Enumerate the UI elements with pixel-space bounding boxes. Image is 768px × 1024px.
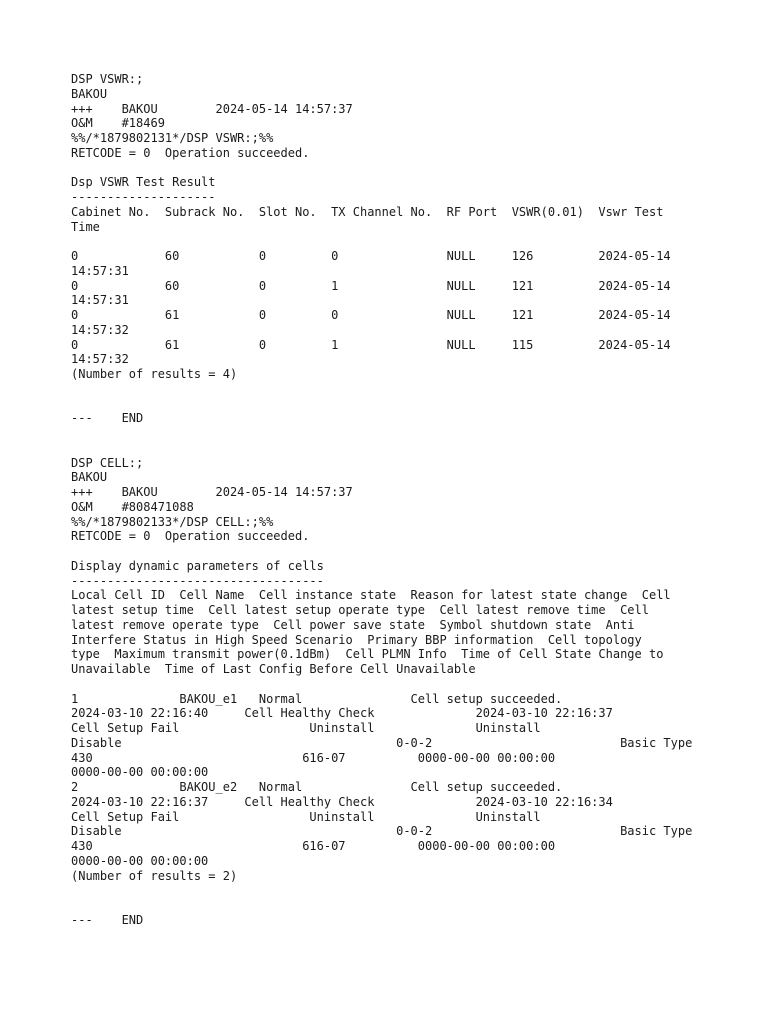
- text-line: DSP CELL:;: [71, 455, 144, 470]
- text-line: O&M #18469: [71, 116, 165, 131]
- text-line: Dsp VSWR Test Result: [71, 175, 216, 190]
- text-line: (Number of results = 2): [71, 868, 238, 883]
- text-line: Cell Setup Fail Uninstall Uninstall: [71, 809, 541, 824]
- text-line: 14:57:32: [71, 352, 129, 367]
- text-line: DSP VSWR:;: [71, 72, 144, 86]
- text-line: 2 BAKOU_e2 Normal Cell setup succeeded.: [71, 780, 563, 794]
- text-line: [71, 161, 711, 176]
- text-line: Interfere Status in High Speed Scenario Primary BBP information Cell topology: [71, 632, 642, 647]
- text-line: Display dynamic parameters of cells: [71, 558, 324, 573]
- text-line: [71, 544, 711, 559]
- text-line: (Number of results = 4): [71, 367, 238, 381]
- text-line: --- END: [71, 912, 144, 927]
- text-line: latest setup time Cell latest setup operate type Cell latest remove time Cell: [71, 603, 649, 617]
- text-line: 0000-00-00 00:00:00: [71, 765, 209, 780]
- text-line: Local Cell ID Cell Name Cell instance state Reason for latest state change Cell: [71, 588, 671, 603]
- text-line: -----------------------------------: [71, 573, 324, 588]
- text-line: 0 60 0 0 NULL 126 2024-05-14: [71, 249, 671, 263]
- text-line: Unavailable Time of Last Config Before Cell Unavailable: [71, 662, 476, 676]
- text-line: type Maximum transmit power(0.1dBm) Cell PLMN Info Time of Cell State Change to: [71, 647, 664, 662]
- text-line: Time: [71, 219, 100, 234]
- document-page: [71, 72, 711, 928]
- text-line: RETCODE = 0 Operation succeeded.: [71, 529, 310, 544]
- text-line: 14:57:31: [71, 263, 129, 278]
- text-line: 2024-03-10 22:16:40 Cell Healthy Check 2024-03-10 22:16:37: [71, 706, 613, 721]
- text-line: --------------------: [71, 190, 216, 204]
- text-line: 0 61 0 1 NULL 115 2024-05-14: [71, 337, 671, 352]
- text-line: %%/*1879802133*/DSP CELL:;%%: [71, 514, 274, 529]
- text-line: 14:57:32: [71, 322, 129, 337]
- text-line: 0000-00-00 00:00:00: [71, 853, 209, 868]
- text-line: Cell Setup Fail Uninstall Uninstall: [71, 721, 541, 735]
- text-line: [71, 234, 711, 249]
- text-line: [71, 441, 711, 456]
- text-line: +++ BAKOU 2024-05-14 14:57:37: [71, 101, 353, 116]
- text-line: [71, 677, 711, 692]
- text-line: BAKOU: [71, 86, 108, 101]
- text-line: 2024-03-10 22:16:37 Cell Healthy Check 2024-03-10 22:16:34: [71, 794, 613, 809]
- text-line: 14:57:31: [71, 293, 129, 308]
- text-line: RETCODE = 0 Operation succeeded.: [71, 145, 310, 160]
- text-line: [71, 382, 711, 397]
- text-line: 430 616-07 0000-00-00 00:00:00: [71, 750, 556, 765]
- text-line: 1 BAKOU_e1 Normal Cell setup succeeded.: [71, 691, 563, 706]
- text-line: Disable 0-0-2 Basic Type: [71, 735, 693, 750]
- text-line: Disable 0-0-2 Basic Type: [71, 824, 693, 839]
- text-line: 430 616-07 0000-00-00 00:00:00: [71, 839, 556, 853]
- text-line: [71, 397, 711, 412]
- text-line: 0 60 0 1 NULL 121 2024-05-14: [71, 278, 671, 293]
- text-line: BAKOU: [71, 470, 108, 485]
- text-line: %%/*1879802131*/DSP VSWR:;%%: [71, 131, 274, 145]
- text-line: [71, 883, 711, 898]
- text-line: Cabinet No. Subrack No. Slot No. TX Channel No. RF Port VSWR(0.01) Vswr Test: [71, 204, 664, 219]
- text-line: O&M #808471088: [71, 499, 194, 514]
- text-line: 0 61 0 0 NULL 121 2024-05-14: [71, 308, 671, 322]
- text-line: latest remove operate type Cell power save state Symbol shutdown state Anti: [71, 617, 635, 632]
- text-line: --- END: [71, 411, 144, 426]
- text-line: [71, 426, 711, 441]
- text-line: +++ BAKOU 2024-05-14 14:57:37: [71, 485, 353, 499]
- text-line: [71, 898, 711, 913]
